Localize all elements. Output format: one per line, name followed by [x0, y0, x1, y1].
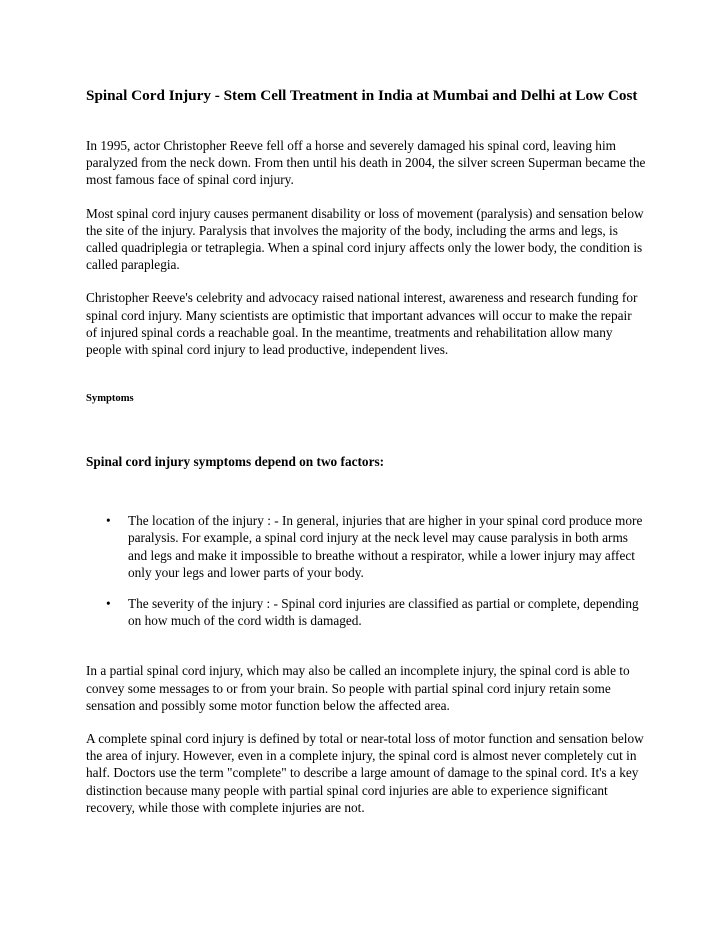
- bullet-icon: •: [106, 596, 111, 612]
- list-item-text: The severity of the injury : - Spinal cord injuries are classified as partial or complete, depending on how much of the cord width is damaged.: [128, 596, 639, 629]
- intro-paragraph-2: Most spinal cord injury causes permanent disability or loss of movement (paralysis) and sensation below the site of the injury. Paralysis that involves the majority of the body, including the arms and legs, is called quadriplegia or tetraplegia. When a spinal cord injury affects only the lower body, the condition is called paraplegia.: [86, 205, 644, 273]
- list-item: [86, 512, 646, 581]
- intro-paragraph-3: Christopher Reeve's celebrity and advocacy raised national interest, awareness and research funding for spinal cord injury. Many scientists are optimistic that important advances will occur to make the repair of injured spinal cords a reachable goal. In the meantime, treatments and rehabilitation allow many people with spinal cord injury to lead productive, independent lives.: [86, 290, 638, 358]
- bullet-icon: •: [106, 513, 111, 529]
- outro-paragraph-1: In a partial spinal cord injury, which may also be called an incomplete injury, the spinal cord is able to convey some messages to or from your brain. So people with partial spinal cord injury retain some sensation and possibly some motor function below the affected area.: [86, 663, 630, 713]
- document-title: Spinal Cord Injury - Stem Cell Treatment in India at Mumbai and Delhi at Low Cost: [86, 87, 638, 104]
- intro-paragraph-1: In 1995, actor Christopher Reeve fell off a horse and severely damaged his spinal cord, leaving him paralyzed from the neck down. From then until his death in 2004, the silver screen Superman became the most famous face of spinal cord injury.: [86, 138, 646, 188]
- factors-list: [86, 512, 646, 629]
- list-item-text: The location of the injury : - In general, injuries that are higher in your spinal cord produce more paralysis. For example, a spinal cord injury at the neck level may cause paralysis in both arms and legs and make it impossible to breathe without a respirator, while a lower injury may affect only your legs and lower parts of your body.: [128, 513, 643, 580]
- outro-paragraph-2: A complete spinal cord injury is defined by total or near-total loss of motor function and sensation below the area of injury. However, even in a complete injury, the spinal cord is almost never completely cut in half. Doctors use the term "complete" to describe a large amount of damage to the spinal cord. It's a key distinction because many people with partial spinal cord injuries are able to experience significant recovery, while those with complete injuries are not.: [86, 731, 644, 815]
- list-item: [86, 595, 646, 629]
- factors-heading: Spinal cord injury symptoms depend on two factors:: [86, 454, 385, 470]
- document-page: [86, 86, 646, 816]
- symptoms-heading: Symptoms: [86, 393, 134, 405]
